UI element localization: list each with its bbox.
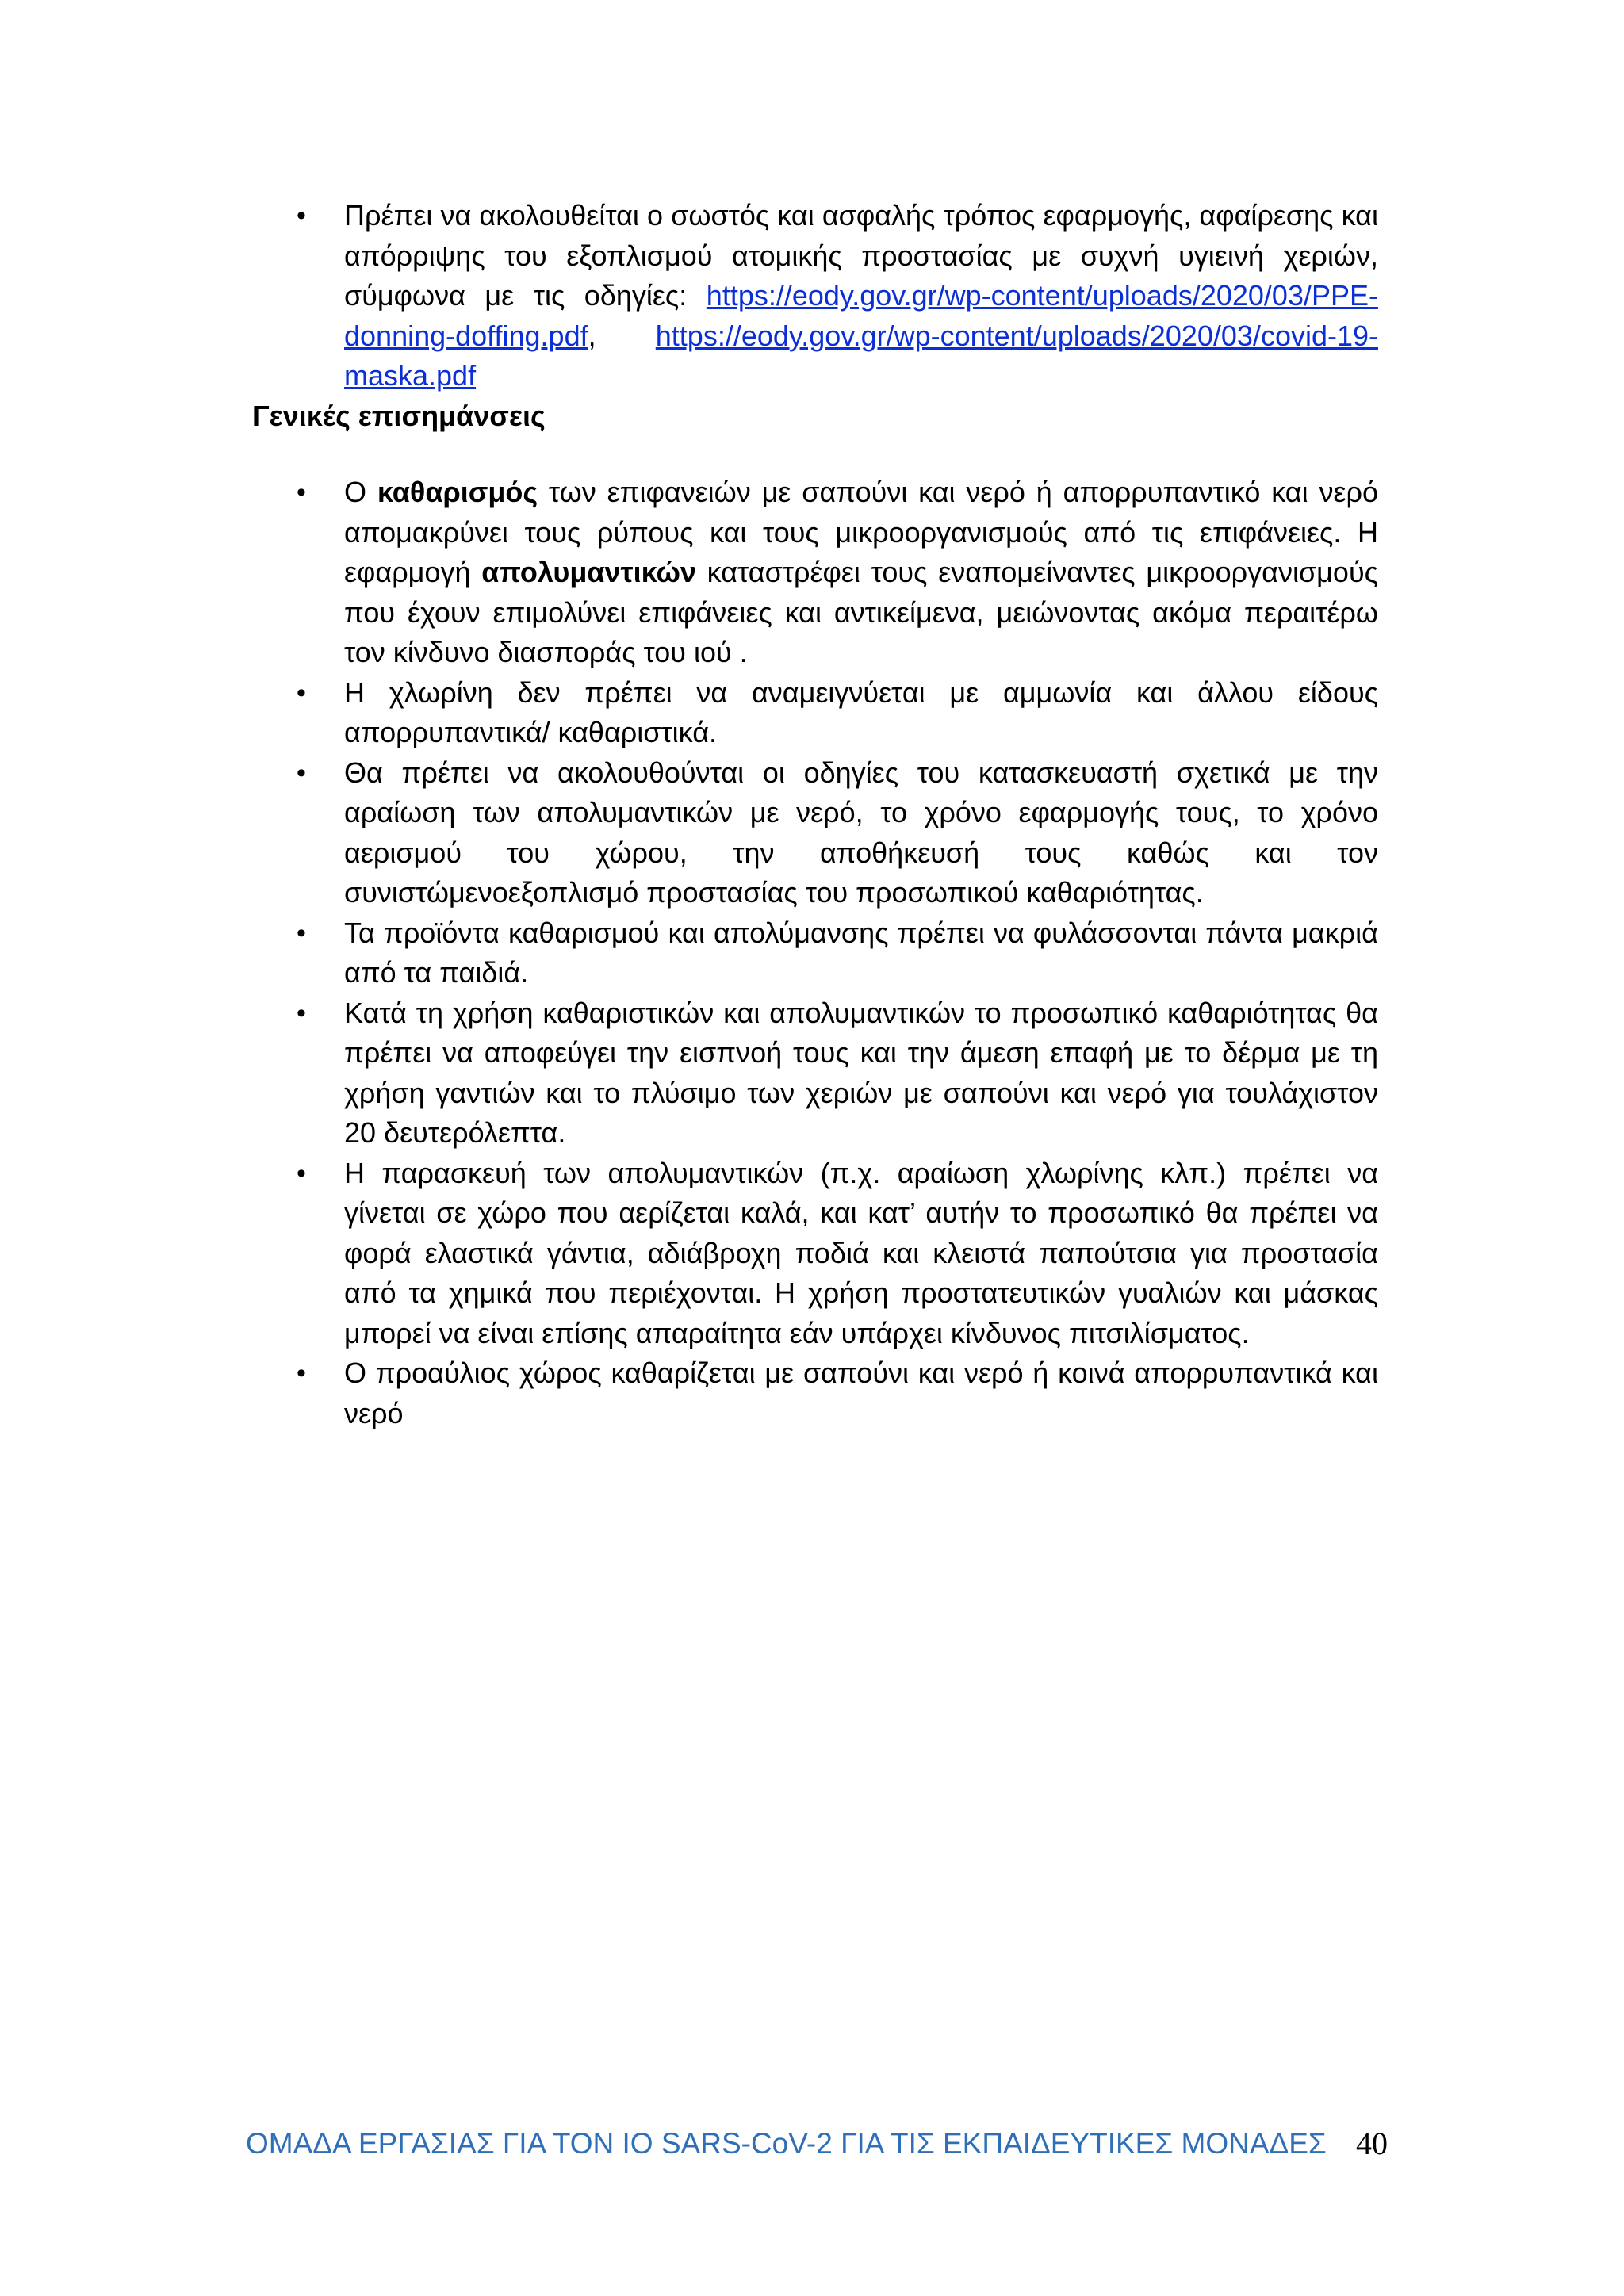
list-item-text: Κατά τη χρήση καθαριστικών και απολυμαντικών το προσωπικό καθαριότητας θα πρέπει να αποφεύγει την εισπνοή τους και την άμεση επαφή με το δέρμα με τη χρήση γαντιών και το πλύσιμο των χεριών με σαπούνι και νερό για τουλάχιστον 20 δευτερόλεπτα. (344, 996, 1378, 1149)
bullet-icon: • (297, 757, 306, 788)
list-item-text-start: Ο (344, 476, 377, 508)
section-heading: Γενικές επισημάνσεις (252, 399, 546, 432)
bullet-icon: • (297, 1358, 306, 1388)
bold-term-cleaning: καθαρισμός (377, 476, 538, 508)
bullet-icon: • (297, 477, 306, 507)
list-item (252, 993, 1378, 1154)
ppe-bullet-list (252, 196, 1378, 396)
list-item-text: Τα προϊόντα καθαρισμού και απολύμανσης πρέπει να φυλάσσονται πάντα μακριά από τα παιδιά. (344, 916, 1378, 989)
list-item-text: Η παρασκευή των απολυμαντικών (π.χ. αραίωση χλωρίνης κλπ.) πρέπει να γίνεται σε χώρο που αερίζεται καλά, και κατ’ αυτήν το προσωπικό θα πρέπει να φορά ελαστικά γάντια, αδιάβροχη ποδιά και κλειστά παπούτσια για προστασία από τα χημικά που περιέχονται. Η χρήση προστατευτικών γυαλιών και μάσκας μπορεί να είναι επίσης απαραίτητα εάν υπάρχει κίνδυνος πιτσιλίσματος. (344, 1156, 1378, 1349)
list-item (252, 196, 1378, 396)
bullet-icon: • (297, 677, 306, 708)
list-item-text: Θα πρέπει να ακολουθούνται οι οδηγίες του κατασκευαστή σχετικά με την αραίωση των απολυμαντικών με νερό, το χρόνο εφαρμογής τους, το χρόνο αερισμού του χώρου, την αποθήκευσή τους καθώς και τον συνιστώμενοεξοπλισμό προστασίας του προσωπικού καθαριότητας. (344, 756, 1378, 909)
list-item-text: Πρέπει να ακολουθείται ο σωστός και ασφαλής τρόπος εφαρμογής, αφαίρεσης και απόρριψης του εξοπλισμού ατομικής προστασίας με συχνή υγιεινή χεριών, σύμφωνα με τις οδηγίες: (344, 199, 1378, 312)
list-item (252, 1353, 1378, 1433)
list-item (252, 753, 1378, 913)
ppe-donning-doffing-link[interactable]: https://eody.gov.gr/wp-content/uploads/2020/03/PPE-donning-doffing.pdf (344, 279, 1378, 352)
covid-mask-link[interactable]: https://eody.gov.gr/wp-content/uploads/2020/03/covid-19-maska.pdf (344, 319, 1378, 392)
footer-title: ΟΜΑΔΑ ΕΡΓΑΣΙΑΣ ΓΙΑ ΤΟΝ ΙΟ SARS-CoV-2 ΓΙΑ ΤΙΣ ΕΚΠΑΙΔΕΥΤΙΚΕΣ ΜΟΝΑΔΕΣ (246, 2127, 1327, 2160)
list-item-text: Ο προαύλιος χώρος καθαρίζεται με σαπούνι και νερό ή κοινά απορρυπαντικά και νερό (344, 1357, 1378, 1429)
general-notes-list (252, 473, 1378, 1433)
list-item (252, 1154, 1378, 1354)
link-separator: , (588, 319, 656, 352)
list-item (252, 673, 1378, 753)
bullet-icon: • (297, 997, 306, 1028)
bullet-icon: • (297, 917, 306, 948)
bullet-icon: • (297, 201, 306, 231)
bold-term-disinfectants: απολυμαντικών (481, 556, 696, 588)
list-item (252, 913, 1378, 993)
list-item (252, 473, 1378, 673)
page-footer (246, 2122, 1388, 2169)
bullet-icon: • (297, 1158, 306, 1188)
list-item-text: Η χλωρίνη δεν πρέπει να αναμειγνύεται με αμμωνία και άλλου είδους απορρυπαντικά/ καθαριστικά. (344, 675, 1378, 748)
page-number: 40 (1356, 2126, 1388, 2161)
list-item-text-middle: των επιφανειών με σαπούνι και νερό ή απορρυπαντικό και νερό απομακρύνει τους ρύπους και τους μικροοργανισμούς από τις επιφάνειες. Η εφαρμογή (344, 476, 1378, 588)
list-item-text-end: καταστρέφει τους εναπομείναντες μικροοργανισμούς που έχουν επιμολύνει επιφάνειες και αντικείμενα, μειώνοντας ακόμα περαιτέρω τον κίνδυνο διασποράς του ιού . (344, 556, 1378, 668)
page-content (252, 196, 1378, 1433)
